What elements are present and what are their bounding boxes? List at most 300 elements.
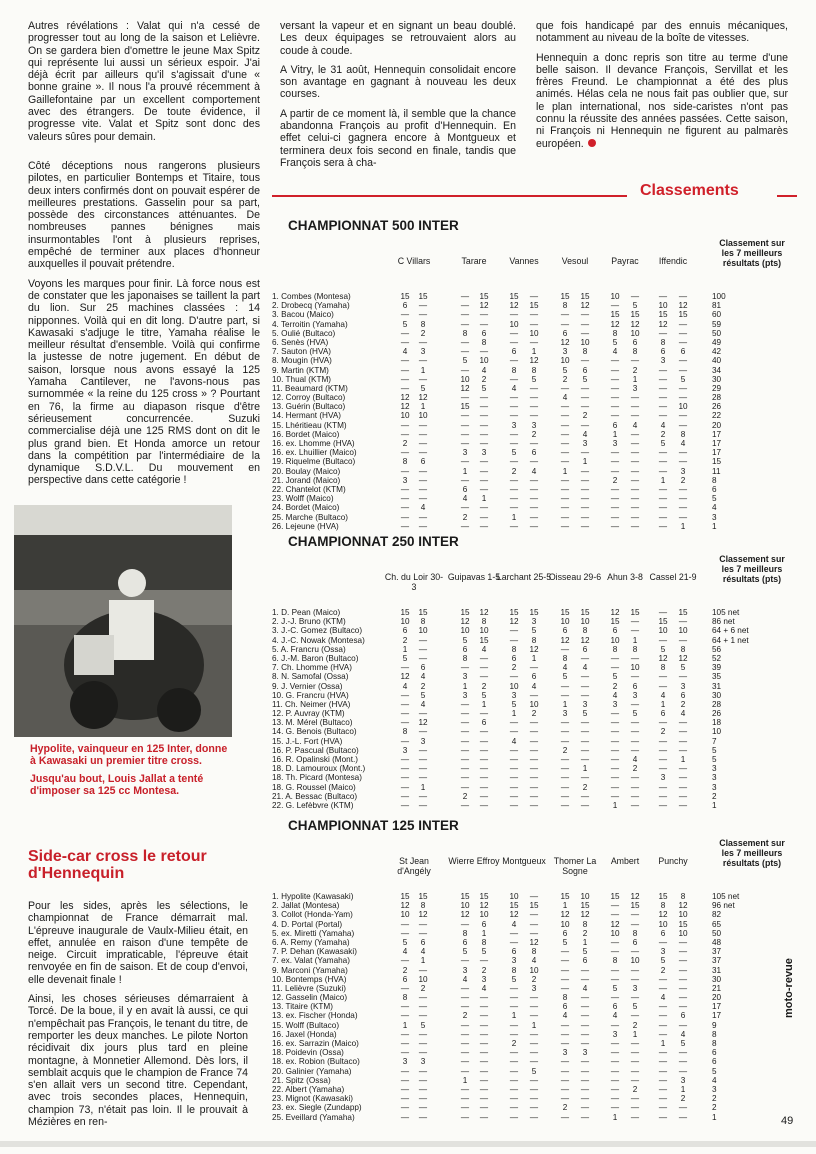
round-points: 1: [420, 365, 426, 375]
round-points: 12: [610, 608, 620, 617]
venue-header: Ahun 3-8: [607, 572, 643, 582]
total-points: 31: [712, 965, 722, 975]
round-points: —: [658, 448, 668, 458]
round-points: 12: [658, 910, 668, 920]
round-points: —: [460, 800, 470, 810]
round-points: —: [509, 411, 519, 421]
round-points: —: [509, 791, 519, 801]
round-points: 6: [481, 328, 487, 338]
round-points: 15: [658, 892, 668, 901]
round-points: 12: [509, 910, 519, 920]
table-row: [272, 773, 797, 782]
round-points: —: [630, 475, 640, 485]
round-points: 3: [680, 1075, 686, 1085]
round-points: 2: [660, 429, 666, 439]
total-points: 56: [712, 644, 722, 654]
round-points: —: [400, 503, 410, 513]
table-row: [272, 476, 797, 485]
table-row: [272, 626, 797, 635]
round-points: —: [479, 782, 489, 792]
table-row: [272, 292, 797, 301]
round-points: —: [610, 1066, 620, 1076]
round-points: 12: [418, 718, 428, 728]
total-header: Classement sur les 7 meilleurs résultats (pts): [719, 838, 785, 868]
round-points: —: [560, 1066, 570, 1076]
round-points: 1: [462, 681, 468, 691]
round-points: —: [479, 727, 489, 737]
round-points: —: [418, 755, 428, 764]
round-points: —: [418, 745, 428, 755]
round-points: 1: [531, 653, 537, 663]
round-points: —: [658, 1011, 668, 1021]
round-points: 3: [562, 709, 568, 719]
round-points: —: [479, 1020, 489, 1030]
round-points: 2: [402, 965, 408, 975]
round-points: —: [560, 773, 570, 783]
round-points: —: [479, 457, 489, 467]
round-points: 6: [680, 690, 686, 700]
end-bullet-icon: [588, 139, 596, 147]
round-points: —: [460, 718, 470, 728]
table-row: [272, 1067, 797, 1076]
round-points: 4: [420, 503, 426, 513]
total-points: 60: [712, 310, 722, 320]
round-points: 5: [481, 383, 487, 393]
round-points: 6: [562, 1002, 568, 1012]
round-points: 3: [632, 383, 638, 393]
round-points: 1: [531, 1020, 537, 1030]
round-points: 1: [531, 347, 537, 357]
total-points: 5: [712, 755, 717, 764]
round-points: 5: [402, 319, 408, 329]
table-row: [272, 1113, 797, 1122]
total-points: 49: [712, 337, 722, 347]
rider-name: 1. Combes (Montesa): [272, 292, 351, 301]
round-points: 10: [610, 635, 620, 645]
round-points: —: [678, 965, 688, 975]
round-points: —: [678, 411, 688, 421]
table-row: [272, 700, 797, 709]
total-points: 28: [712, 393, 722, 403]
rider-name: 16. P. Pascual (Bultaco): [272, 745, 359, 755]
round-points: —: [580, 1066, 590, 1076]
round-points: 2: [511, 466, 517, 476]
total-points: 15: [712, 457, 722, 467]
round-points: —: [460, 1094, 470, 1104]
round-points: —: [580, 974, 590, 984]
round-points: —: [580, 1057, 590, 1067]
round-points: 8: [612, 328, 618, 338]
round-points: 4: [660, 993, 666, 1003]
total-points: 2: [712, 1103, 717, 1113]
round-points: —: [580, 745, 590, 755]
round-points: —: [400, 420, 410, 430]
round-points: 2: [481, 965, 487, 975]
round-points: —: [580, 773, 590, 783]
round-points: —: [678, 1057, 688, 1067]
round-points: —: [630, 1057, 640, 1067]
round-points: 8: [420, 901, 426, 911]
round-points: —: [529, 494, 539, 504]
round-points: 3: [612, 439, 618, 448]
round-points: —: [479, 475, 489, 485]
round-points: —: [400, 1029, 410, 1039]
round-points: —: [479, 1048, 489, 1058]
round-points: 8: [632, 644, 638, 654]
round-points: 1: [680, 1084, 686, 1094]
round-points: 4: [660, 690, 666, 700]
rider-name: 23. Wolff (Maico): [272, 494, 334, 504]
race-photo: [14, 505, 232, 737]
paragraph: Autres révélations : Valat qui n'a cessé de progresser tout au long de la saison et Lelièvre. On se gardera bien d'omettre le jeune Max Spitz qui représente lui aussi un sérieux espoir. J'ai déjà écrit par ailleurs qu'il s'agissait d'une « bonne graine ». Il nous l'a prouvé récemment à Gaillefontaine par un excellent comportement avec des étrangers. De toute évidence, il progresse vite. Valat et Spitz sont donc des valeurs sûres pour demain.: [28, 20, 260, 143]
round-points: —: [658, 755, 668, 764]
round-points: —: [460, 475, 470, 485]
paragraph: que fois handicapé par des ennuis mécaniques, notamment au niveau de la boîte de vitesses.: [536, 20, 788, 45]
round-points: 6: [660, 928, 666, 938]
round-points: —: [560, 402, 570, 412]
total-points: 8: [712, 1029, 717, 1039]
round-points: 4: [582, 663, 588, 673]
round-points: —: [418, 420, 428, 430]
round-points: 5: [612, 672, 618, 682]
round-points: 2: [531, 709, 537, 719]
round-points: 2: [562, 1103, 568, 1113]
round-points: —: [610, 653, 620, 663]
round-points: —: [479, 709, 489, 719]
round-points: —: [580, 466, 590, 476]
round-points: —: [678, 800, 688, 810]
table-row: [272, 1011, 797, 1020]
total-points: 5: [712, 1066, 717, 1076]
round-points: 15: [460, 608, 470, 617]
round-points: —: [580, 1112, 590, 1122]
round-points: —: [658, 503, 668, 513]
round-points: —: [580, 494, 590, 504]
round-points: —: [658, 374, 668, 384]
round-points: —: [560, 755, 570, 764]
round-points: —: [400, 1112, 410, 1122]
round-points: 12: [400, 402, 410, 412]
round-points: —: [418, 727, 428, 737]
round-points: 8: [680, 429, 686, 439]
table-row: [272, 1048, 797, 1057]
round-points: 10: [560, 356, 570, 366]
rider-name: 25. Marche (Bultaco): [272, 512, 348, 522]
total-points: 4: [712, 503, 717, 513]
round-points: —: [400, 1011, 410, 1021]
round-points: —: [658, 1020, 668, 1030]
round-points: 4: [562, 393, 568, 403]
round-points: —: [580, 1084, 590, 1094]
round-points: —: [580, 791, 590, 801]
round-points: 12: [460, 910, 470, 920]
rider-name: 10. Thual (KTM): [272, 374, 331, 384]
round-points: —: [610, 457, 620, 467]
round-points: —: [630, 947, 640, 957]
table-row: [272, 411, 797, 420]
round-points: 12: [678, 653, 688, 663]
round-points: —: [610, 383, 620, 393]
round-points: 15: [560, 892, 570, 901]
round-points: 1: [562, 901, 568, 911]
rider-name: 1. D. Pean (Maico): [272, 608, 341, 617]
round-points: —: [630, 745, 640, 755]
rider-name: 14. G. Benois (Bultaco): [272, 727, 357, 737]
round-points: 8: [632, 347, 638, 357]
round-points: —: [418, 1048, 428, 1058]
round-points: 1: [511, 512, 517, 522]
round-points: 4: [660, 420, 666, 430]
round-points: —: [509, 937, 519, 947]
round-points: —: [418, 1039, 428, 1048]
total-points: 18: [712, 718, 722, 728]
paragraph: A partir de ce moment là, il semble que la chance abandonna François au profit d'Hennequin. En effet celui-ci gagnera encore à Montgueux et terminera deux fois second en finale, tandis que François sera à cha-: [280, 107, 516, 169]
rider-name: 10. Bontemps (HVA): [272, 974, 347, 984]
round-points: 8: [481, 617, 487, 627]
round-points: —: [460, 1066, 470, 1076]
round-points: 2: [420, 681, 426, 691]
round-points: 12: [560, 635, 570, 645]
round-points: —: [678, 736, 688, 746]
table-row: [272, 636, 797, 645]
round-points: —: [658, 521, 668, 531]
total-points: 17: [712, 439, 722, 448]
rider-name: 13. Guérin (Bultaco): [272, 402, 346, 412]
round-points: —: [418, 993, 428, 1003]
round-points: —: [460, 764, 470, 774]
round-points: —: [678, 1112, 688, 1122]
round-points: 12: [658, 319, 668, 329]
round-points: 1: [680, 755, 686, 764]
round-points: —: [678, 782, 688, 792]
round-points: —: [658, 974, 668, 984]
round-points: —: [479, 1094, 489, 1104]
rider-name: 19. Riquelme (Bultaco): [272, 457, 356, 467]
total-points: 64 + 1 net: [712, 635, 749, 645]
table-row: [272, 1002, 797, 1011]
rider-name: 21. Spitz (Ossa): [272, 1075, 331, 1085]
round-points: 8: [511, 365, 517, 375]
round-points: 1: [660, 1039, 666, 1048]
round-points: —: [479, 993, 489, 1003]
venue-header: Montgueux: [502, 856, 546, 866]
round-points: 3: [612, 699, 618, 709]
round-points: —: [678, 745, 688, 755]
round-points: 8: [462, 928, 468, 938]
round-points: —: [658, 672, 668, 682]
round-points: 5: [462, 356, 468, 366]
round-points: —: [418, 644, 428, 654]
round-points: —: [610, 411, 620, 421]
round-points: —: [630, 736, 640, 746]
championship-title: CHAMPIONNAT 125 INTER: [288, 818, 459, 833]
round-points: —: [509, 402, 519, 412]
round-points: —: [418, 374, 428, 384]
round-points: 1: [660, 699, 666, 709]
standings-body: [272, 608, 797, 810]
standings-body: [272, 892, 797, 1122]
rider-name: 16. Jaxel (Honda): [272, 1029, 337, 1039]
round-points: 3: [402, 475, 408, 485]
round-points: —: [678, 993, 688, 1003]
total-points: 3: [712, 1084, 717, 1094]
round-points: 3: [462, 690, 468, 700]
round-points: 10: [658, 919, 668, 929]
round-points: —: [418, 791, 428, 801]
round-points: —: [630, 699, 640, 709]
round-points: —: [560, 1075, 570, 1085]
round-points: 15: [678, 919, 688, 929]
round-points: —: [418, 1029, 428, 1039]
round-points: —: [418, 1002, 428, 1012]
round-points: 6: [402, 301, 408, 311]
round-points: —: [509, 800, 519, 810]
round-points: —: [509, 1094, 519, 1104]
round-points: —: [460, 1002, 470, 1012]
round-points: —: [529, 764, 539, 774]
total-points: 65: [712, 919, 722, 929]
round-points: —: [610, 466, 620, 476]
round-points: —: [580, 1002, 590, 1012]
round-points: 12: [678, 901, 688, 911]
table-row: [272, 709, 797, 718]
table-row: [272, 384, 797, 393]
round-points: 5: [511, 974, 517, 984]
round-points: —: [678, 773, 688, 783]
round-points: —: [418, 635, 428, 645]
round-points: —: [630, 356, 640, 366]
round-points: —: [400, 755, 410, 764]
round-points: 6: [632, 681, 638, 691]
round-points: 3: [582, 1048, 588, 1058]
header-rule: [272, 195, 627, 197]
round-points: —: [658, 383, 668, 393]
round-points: —: [418, 773, 428, 783]
table-row: [272, 522, 797, 531]
total-points: 39: [712, 663, 722, 673]
round-points: —: [418, 494, 428, 504]
round-points: —: [630, 1039, 640, 1048]
round-points: —: [460, 393, 470, 403]
rider-name: 3. Bacou (Maico): [272, 310, 334, 320]
round-points: —: [509, 337, 519, 347]
round-points: —: [630, 965, 640, 975]
total-points: 52: [712, 653, 722, 663]
round-points: 15: [658, 310, 668, 320]
table-row: [272, 993, 797, 1002]
venue-header: Vannes: [509, 256, 539, 266]
round-points: 5: [582, 374, 588, 384]
round-points: 4: [462, 974, 468, 984]
round-points: —: [610, 755, 620, 764]
round-points: 10: [509, 681, 519, 691]
round-points: 4: [562, 1011, 568, 1021]
header-rule-end: [777, 195, 797, 197]
rider-name: 16. ex. Lhomme (HVA): [272, 439, 355, 448]
round-points: 1: [420, 402, 426, 412]
round-points: —: [630, 503, 640, 513]
round-points: —: [509, 782, 519, 792]
paragraph: A Vitry, le 31 août, Hennequin consolidait encore son avantage en gagnant à nouveau les deux courses.: [280, 63, 516, 101]
rider-name: 2. Jallat (Montesa): [272, 901, 340, 911]
round-points: —: [460, 1112, 470, 1122]
round-points: —: [658, 328, 668, 338]
round-points: —: [418, 928, 428, 938]
round-points: 2: [420, 328, 426, 338]
round-points: 2: [402, 635, 408, 645]
table-row: [272, 439, 797, 448]
table-row: [272, 892, 797, 901]
round-points: 6: [612, 626, 618, 636]
round-points: 2: [562, 745, 568, 755]
round-points: —: [400, 1039, 410, 1048]
table-row: [272, 755, 797, 764]
round-points: 6: [680, 1011, 686, 1021]
round-points: 6: [582, 956, 588, 966]
table-row: [272, 737, 797, 746]
round-points: —: [479, 521, 489, 531]
table-row: [272, 617, 797, 626]
round-points: 10: [418, 626, 428, 636]
round-points: —: [610, 791, 620, 801]
round-points: —: [630, 617, 640, 627]
table-row: [272, 682, 797, 691]
total-header: Classement sur les 7 meilleurs résultats (pts): [719, 238, 785, 268]
round-points: 6: [632, 337, 638, 347]
total-points: 28: [712, 699, 722, 709]
round-points: —: [460, 521, 470, 531]
round-points: 3: [462, 965, 468, 975]
round-points: 15: [678, 310, 688, 320]
round-points: 5: [420, 690, 426, 700]
round-points: —: [560, 791, 570, 801]
round-points: —: [560, 310, 570, 320]
round-points: —: [418, 1094, 428, 1104]
round-points: —: [658, 1075, 668, 1085]
table-row: [272, 1085, 797, 1094]
round-points: —: [460, 429, 470, 439]
round-points: —: [418, 1112, 428, 1122]
total-points: 35: [712, 672, 722, 682]
round-points: —: [479, 319, 489, 329]
round-points: 12: [460, 617, 470, 627]
round-points: 5: [612, 337, 618, 347]
round-points: —: [560, 411, 570, 421]
round-points: —: [509, 727, 519, 737]
round-points: 4: [402, 681, 408, 691]
round-points: —: [460, 663, 470, 673]
total-points: 17: [712, 429, 722, 439]
total-points: 50: [712, 928, 722, 938]
round-points: —: [610, 965, 620, 975]
rider-name: 25. Eveillard (Yamaha): [272, 1112, 355, 1122]
rider-name: 22. G. Lefèbvre (KTM): [272, 800, 354, 810]
round-points: —: [630, 919, 640, 929]
round-points: —: [658, 457, 668, 467]
round-points: 3: [511, 690, 517, 700]
round-points: —: [479, 745, 489, 755]
table-row: [272, 421, 797, 430]
round-points: 2: [632, 1020, 638, 1030]
round-points: —: [418, 475, 428, 485]
round-points: 15: [509, 901, 519, 911]
round-points: 8: [481, 337, 487, 347]
round-points: —: [658, 1103, 668, 1113]
round-points: —: [560, 965, 570, 975]
round-points: —: [630, 910, 640, 920]
round-points: 3: [420, 736, 426, 746]
round-points: —: [580, 512, 590, 522]
